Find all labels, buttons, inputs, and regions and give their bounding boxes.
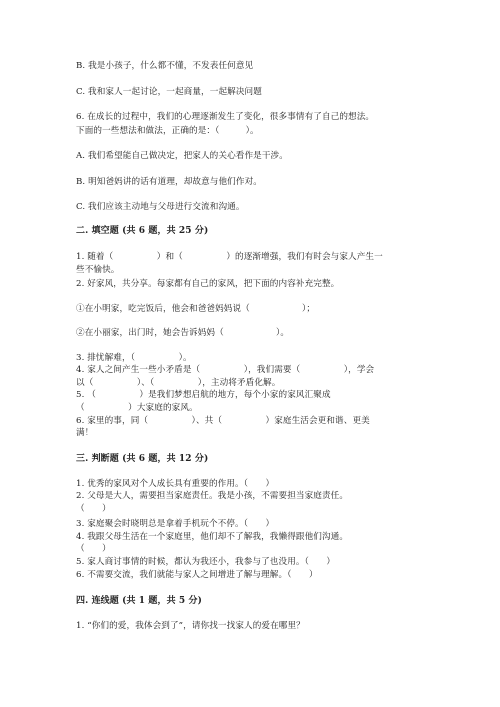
question-line: （ ） — [76, 504, 111, 514]
question-line: 3. 家庭聚会时晓明总是拿着手机玩个不停。（ ） — [76, 519, 275, 529]
section-heading: 三. 判断题 (共 6 题，共 12 分) — [76, 454, 209, 464]
section-heading: 二. 填空题 (共 6 题，共 25 分) — [76, 226, 209, 236]
question-line: （ ） — [76, 544, 111, 554]
question-line: 以（ ）、（ ），主动将矛盾化解。 — [76, 378, 281, 388]
question-line: 5. 家人商讨事情的时候，都认为我还小，我参与了也没用。（ ） — [76, 557, 336, 567]
question-line: 1. “你们的爱，我体会到了”，请你找一找家人的爱在哪里？ — [76, 621, 305, 631]
question-line: 1. 优秀的家风对个人成长具有重要的作用。（ ） — [76, 479, 275, 489]
question-line: 6. 不需要交流，我们就能与家人之间增进了解与理解。（ ） — [76, 570, 318, 580]
question-line: 6. 家里的事，同（ ）、共（ ）家庭生活会更和谐、更美 — [76, 416, 370, 426]
question-line: 下面的一些想法和做法，正确的是：（ ）。 — [76, 126, 259, 136]
question-line: ①在小明家，吃完饭后，他会和爸爸妈妈说（ ）； — [76, 304, 316, 314]
question-line: C. 我和家人一起讨论，一起商量，一起解决问题 — [76, 87, 262, 97]
question-line: 4. 家人之间产生一些小矛盾是（ ），我们需要（ ），学会 — [76, 365, 375, 375]
question-line: 满！ — [76, 428, 94, 438]
question-line: （ ）大家庭的家风。 — [76, 403, 198, 413]
section-heading: 四. 连线题 (共 1 题，共 5 分) — [76, 596, 202, 606]
question-line: B. 明知爸妈讲的话有道理，却故意与他们作对。 — [76, 177, 262, 187]
question-line: 3. 排忧解难，（ ）。 — [76, 353, 192, 363]
question-line: 2. 父母是大人，需要担当家庭责任。我是小孩，不需要担当家庭责任。 — [76, 491, 349, 501]
question-line: ②在小丽家，出门时，她会告诉妈妈（ ）。 — [76, 328, 290, 338]
question-line: 5. （ ）是我们梦想启航的地方，每个小家的家风汇聚成 — [76, 390, 331, 400]
question-line: 6. 在成长的过程中，我们的心理逐渐发生了变化，很多事情有了自己的想法。 — [76, 112, 375, 122]
question-line: 1. 随着（ ）和（ ）的逐渐增强，我们有时会与家人产生一 — [76, 252, 383, 262]
question-line: C. 我们应该主动地与父母进行交流和沟通。 — [76, 202, 245, 212]
question-line: 些不愉快。 — [76, 265, 120, 275]
question-line: 4. 我跟父母生活在一个家庭里，他们却不了解我，我懒得跟他们沟通。 — [76, 532, 349, 542]
question-line: A. 我们希望能自己做决定，把家人的关心看作是干涉。 — [76, 151, 288, 161]
question-line: 2. 好家风，共分享。每家都有自己的家风，把下面的内容补充完整。 — [76, 279, 340, 289]
question-line: B. 我是小孩子，什么都不懂，不发表任何意见 — [76, 61, 254, 71]
